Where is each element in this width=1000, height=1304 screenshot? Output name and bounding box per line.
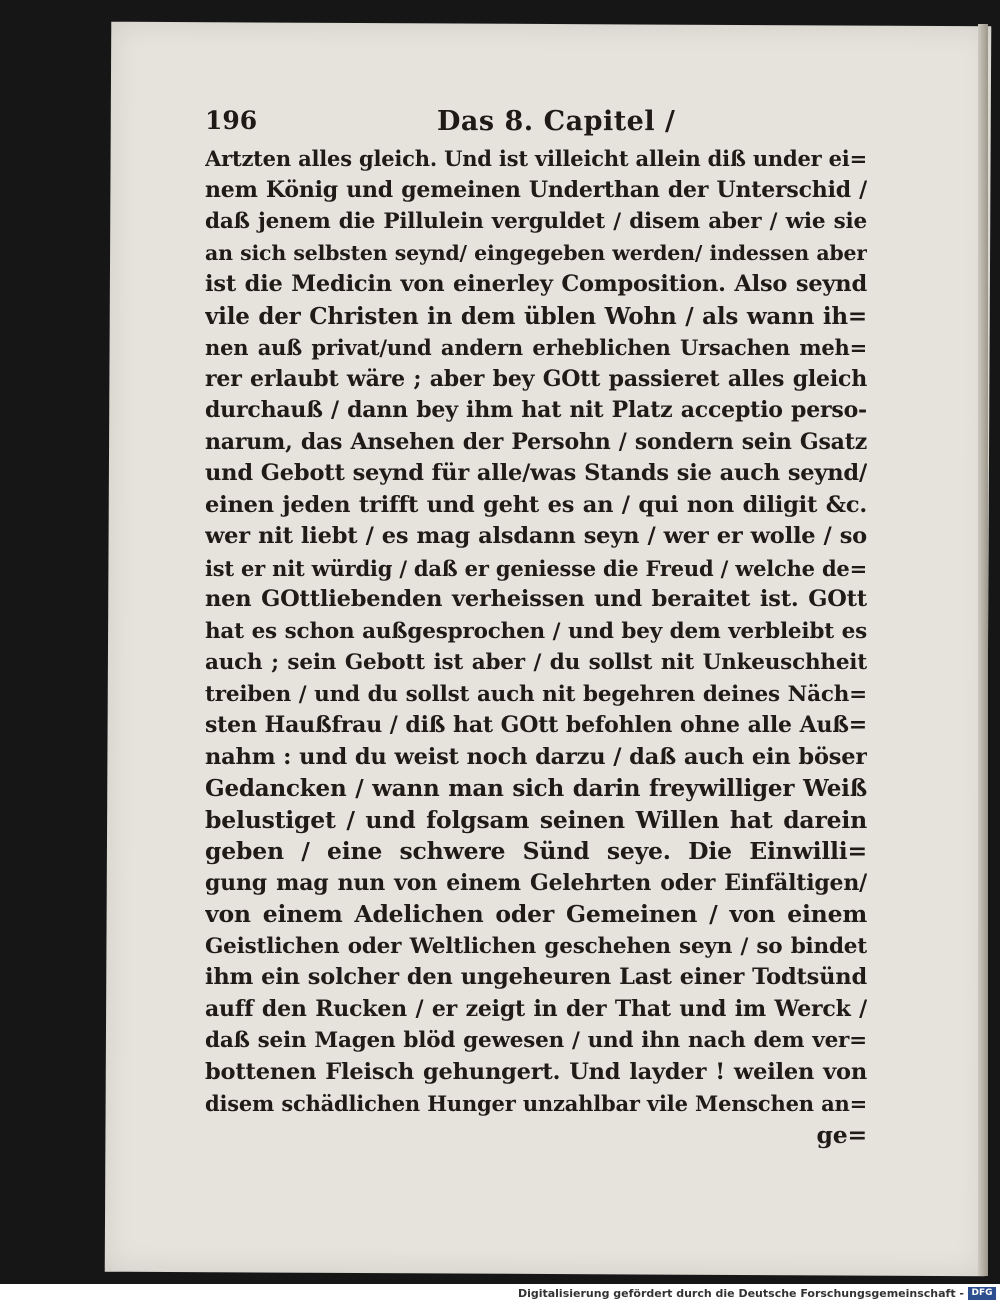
page-edge [978,24,988,1276]
catchword: ge= [816,1120,867,1149]
text-line: ist er nit würdig / daß er geniesse die Freud / welche de= [205,555,867,581]
text-line: belustiget / und folgsam seinen Willen hat darein [205,805,867,834]
text-line: nen auß privat/und andern erheblichen Ursachen meh= [205,335,867,360]
text-line: rer erlaubt wäre ; aber bey GOtt passieret alles gleich [205,365,867,392]
text-line: disem schädlichen Hunger unzahlbar vile Menschen an= [205,1091,867,1116]
text-line: ihm ein solcher den ungeheuren Last einer Todtsünd [205,964,867,990]
text-line: Gedancken / wann man sich darin freywilliger Weiß [205,775,867,802]
text-line: durchauß / dann bey ihm hat nit Platz acceptio perso- [205,397,867,423]
text-line: einen jeden trifft und geht es an / qui non diligit &c. [205,491,867,518]
text-line: geben / eine schwere Sünd seye. Die Einwilli= [205,837,867,865]
text-line: an sich selbsten seynd/ eingegeben werden/ indessen aber [205,240,867,265]
text-line: von einem Adelichen oder Gemeinen / von einem [205,900,867,928]
text-line: bottenen Fleisch gehungert. Und layder ! weilen von [205,1058,867,1085]
text-line: wer nit liebt / es mag alsdann seyn / wer er wolle / so [205,523,867,549]
footer-bar [0,1284,1000,1304]
text-line: narum, das Ansehen der Persohn / sondern sein Gsatz [205,428,867,455]
text-line: vile der Christen in dem üblen Wohn / als wann ih= [205,302,867,330]
page-number: 196 [205,106,258,135]
text-line: hat es schon außgesprochen / und bey dem verbleibt es [205,618,867,644]
text-line: nahm : und du weist noch darzu / daß auch ein böser [205,743,867,770]
text-line: auff den Rucken / er zeigt in der That und im Werck / [205,995,867,1022]
text-line: auch ; sein Gebott ist aber / du sollst nit Unkeuschheit [205,650,867,675]
text-line: und Gebott seynd für alle/was Stands sie auch seynd/ [205,460,867,486]
text-line: nem König und gemeinen Underthan der Unterschid / [205,176,867,203]
text-line: daß jenem die Pillulein verguldet / disem aber / wie sie [205,209,867,234]
funding-credit: Digitalisierung gefördert durch die Deutsche Forschungsgemeinschaft - [517,1287,964,1300]
text-line: Artzten alles gleich. Und ist villeicht allein diß under ei= [205,146,867,171]
body-text [205,143,867,1151]
text-line: sten Haußfrau / diß hat GOtt befohlen ohne alle Auß= [205,712,867,738]
text-line: ist die Medicin von einerley Composition. Also seynd [205,271,867,297]
text-line: nen GOttliebenden verheissen und beraitet ist. GOtt [205,586,867,612]
dfg-logo-icon: DFG [968,1287,996,1300]
text-line: treiben / und du sollst auch nit begehren deines Näch= [205,681,867,707]
running-head: Das 8. Capitel / [437,106,676,137]
text-line: daß sein Magen blöd gewesen / und ihn nach dem ver= [205,1028,867,1053]
text-line: gung mag nun von einem Gelehrten oder Einfältigen/ [205,869,867,896]
page-header [205,106,865,142]
text-line: Geistlichen oder Weltlichen geschehen seyn / so bindet [205,933,867,959]
